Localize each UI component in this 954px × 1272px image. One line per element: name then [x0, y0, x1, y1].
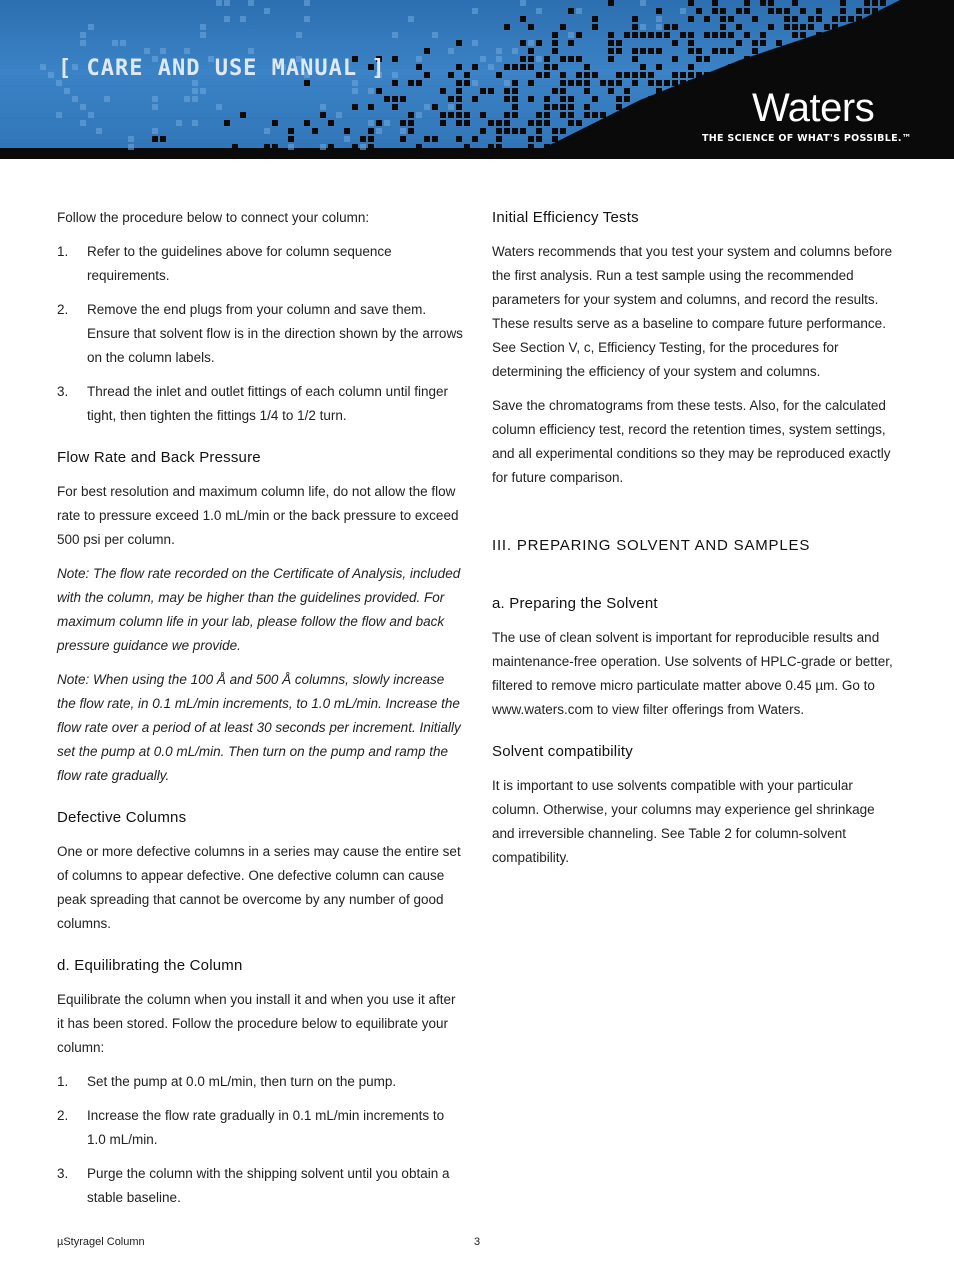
- solvent-compatibility-text: It is important to use solvents compatible with your particular column. Otherwise, your columns may experience gel shrinkage and irreversible channeling. See Table 2 for column-solvent compatibility.: [492, 778, 875, 865]
- step-number: 1.: [57, 1074, 69, 1089]
- list-item: [57, 380, 463, 428]
- waters-logo: Waters: [752, 86, 875, 130]
- equilibrate-steps-list: [57, 1070, 463, 1210]
- left-column: [57, 206, 463, 1220]
- equilibrating-heading: d. Equilibrating the Column: [57, 957, 243, 974]
- step-text: Set the pump at 0.0 mL/min, then turn on the pump.: [87, 1074, 397, 1089]
- list-item: [57, 298, 463, 370]
- list-item: [57, 1070, 463, 1094]
- step-number: 3.: [57, 1166, 69, 1181]
- step-text: Purge the column with the shipping solvent until you obtain a stable baseline.: [87, 1166, 450, 1205]
- list-item: [57, 1104, 463, 1152]
- step-text: Thread the inlet and outlet fittings of each column until finger tight, then tighten the fittings 1/4 to 1/2 turn.: [87, 384, 448, 423]
- defective-columns-text: One or more defective columns in a series may cause the entire set of columns to appear defective. One defective column can cause peak spreading that cannot be overcome by any number of good columns.: [57, 844, 461, 931]
- equilibrating-text: Equilibrate the column when you install it and when you use it after it has been stored. Follow the procedure below to equilibrate your column:: [57, 992, 456, 1055]
- efficiency-tests-heading: Initial Efficiency Tests: [492, 209, 639, 226]
- step-text: Remove the end plugs from your column and save them. Ensure that solvent flow is in the direction shown by the arrows on the column labels.: [87, 302, 463, 365]
- list-item: [57, 1162, 463, 1210]
- step-number: 2.: [57, 302, 69, 317]
- flow-note-1: Note: The flow rate recorded on the Certificate of Analysis, included with the column, may be higher than the guidelines provided. For maximum column life in your lab, please follow the flow and back pressure guidance we provide.: [57, 566, 461, 653]
- step-text: Increase the flow rate gradually in 0.1 mL/min increments to 1.0 mL/min.: [87, 1108, 445, 1147]
- defective-columns-heading: Defective Columns: [57, 809, 187, 826]
- step-number: 1.: [57, 244, 69, 259]
- page-number: 3: [474, 1236, 481, 1248]
- step-number: 3.: [57, 384, 69, 399]
- preparing-solvent-text: The use of clean solvent is important for reproducible results and maintenance-free operation. Use solvents of HPLC-grade or better, filtered to remove micro particulate matter above 0.45 µm. Go to www.waters.com to view filter offerings from Waters.: [492, 630, 893, 717]
- right-column: [492, 206, 897, 880]
- step-text: Refer to the guidelines above for column sequence requirements.: [87, 244, 392, 283]
- step-number: 2.: [57, 1108, 69, 1123]
- connect-intro: Follow the procedure below to connect your column:: [57, 210, 370, 225]
- preparing-solvent-heading: a. Preparing the Solvent: [492, 595, 658, 612]
- header-banner: [0, 0, 954, 159]
- solvent-compatibility-heading: Solvent compatibility: [492, 743, 633, 760]
- efficiency-tests-text: Waters recommends that you test your system and columns before the first analysis. Run a test sample using the recommended parameters for your system and columns, and record the results. These results serve as a baseline to compare future performance. See Section V, c, Efficiency Testing, for the procedures for determining the efficiency of your system and columns.: [492, 244, 893, 379]
- manual-title: [ CARE AND USE MANUAL ]: [58, 56, 386, 81]
- brand-tagline: THE SCIENCE OF WHAT'S POSSIBLE.™: [702, 133, 912, 144]
- list-item: [57, 240, 463, 288]
- flow-rate-heading: Flow Rate and Back Pressure: [57, 449, 261, 466]
- flow-note-2: Note: When using the 100 Å and 500 Å columns, slowly increase the flow rate, in 0.1 mL/min increments, to 1.0 mL/min. Increase the flow rate over a period of at least 30 seconds per increment. Initially set the pump at 0.0 mL/min. Then turn on the pump and ramp the flow rate gradually.: [57, 672, 461, 783]
- footer-product-name: µStyragel Column: [57, 1236, 145, 1248]
- section-heading: III. PREPARING SOLVENT AND SAMPLES: [492, 537, 811, 554]
- connect-steps-list: [57, 240, 463, 428]
- flow-rate-text: For best resolution and maximum column life, do not allow the flow rate to pressure exceed 1.0 mL/min or the back pressure to exceed 500 psi per column.: [57, 484, 459, 547]
- efficiency-tests-text-2: Save the chromatograms from these tests. Also, for the calculated column efficiency test, record the retention times, system settings, and all experimental conditions so they may be reproduced exactly for future comparison.: [492, 398, 891, 485]
